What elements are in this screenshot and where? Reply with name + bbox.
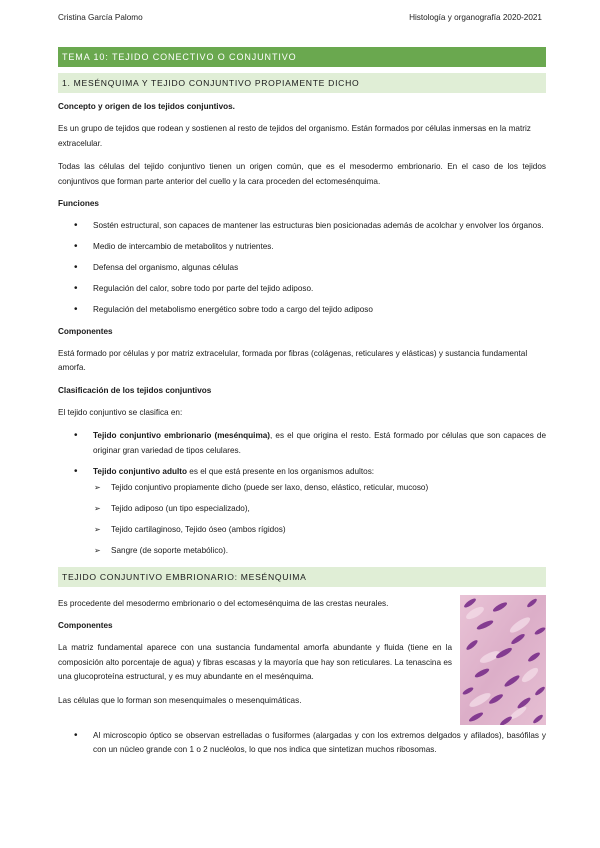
list-item: ➢ Tejido conjuntivo propiamente dicho (puede ser laxo, denso, elástico, reticular, mucoso) (93, 481, 546, 496)
bullet-icon: • (74, 465, 78, 477)
bullet-icon: • (74, 304, 78, 315)
bullet-icon: • (74, 729, 78, 741)
list-item: • Defensa del organismo, algunas células (74, 262, 239, 273)
arrow-icon: ➢ (94, 546, 101, 555)
bullet-icon: • (74, 430, 78, 441)
list-item: • Tejido conjuntivo adulto es el que está presente en los organismos adultos: ➢ Tejido conjuntivo propiamente dicho (puede ser laxo, denso, elástico, reticular, mucoso) ➢ Tejido adiposo (un tipo especializado), ➢ Tejido cartilaginoso, Tejido óseo (ambos rígidos) ➢ Sangre (de soporte metabólico). (58, 465, 546, 559)
bullet-icon: • (74, 283, 78, 294)
section1-title: 1. MESÉNQUIMA Y TEJIDO CONJUNTIVO PROPIAMENTE DICHO (58, 73, 546, 93)
bullet-icon: • (74, 241, 78, 252)
functions-heading: Funciones (58, 199, 99, 208)
list-item: ➢ Tejido cartilaginoso, Tejido óseo (ambos rígidos) (93, 523, 546, 538)
list-item: • Medio de intercambio de metabolitos y nutrientes. (74, 241, 274, 252)
components-heading: Componentes (58, 326, 113, 336)
adult-types-list (93, 481, 546, 559)
cell-features-list (58, 729, 546, 758)
adult-term: Tejido conjuntivo adulto (93, 466, 187, 476)
list-item: • Tejido conjuntivo embrionario (mesénquima), es el que origina el resto. Está formado por células que son capaces de originar gran variedad de tipos celulares. (74, 430, 547, 455)
header-course: Histología y organografía 2020-2021 (409, 13, 542, 22)
list-item: • Regulación del calor, sobre todo por parte del tejido adiposo. (74, 283, 314, 294)
bullet-icon: • (74, 220, 78, 231)
list-item: ➢ Tejido adiposo (un tipo especializado), (93, 502, 546, 517)
classification-intro: El tejido conjuntivo se clasifica en: (58, 407, 183, 417)
matrix-paragraph: La matriz fundamental aparece con una sustancia fundamental amorfa abundante y fluida (tiene en la composición alto porcentaje de agua) y fibras escasas y la mayoría que hay son reticulares. La tenascina es una glucoproteína estructural, y es muy abundante en el mesénquima. (58, 643, 452, 681)
section2-components-heading: Componentes (58, 621, 113, 630)
bullet-icon: • (74, 262, 78, 273)
section2-intro: Es procedente del mesodermo embrionario o del ectomesénquima de las crestas neurales. (58, 598, 389, 608)
page-content (58, 47, 546, 766)
header-author: Cristina García Palomo (58, 13, 143, 22)
list-item: • Al microscopio óptico se observan estrelladas o fusiformes (alargadas y con los extremos delgados y afilados), basófilas y con un núcleo grande con 1 o 2 nucléolos, lo que nos indica que sintetizan muchos ribosomas. (74, 729, 546, 754)
classification-heading: Clasificación de los tejidos conjuntivos (58, 385, 212, 395)
section2-body (58, 597, 546, 758)
arrow-icon: ➢ (94, 525, 101, 534)
concept-heading: Concepto y origen de los tejidos conjuntivos. (58, 102, 235, 111)
theme-title: TEMA 10: TEJIDO CONECTIVO O CONJUNTIVO (58, 47, 546, 67)
mesenchyme-micrograph (460, 595, 546, 725)
functions-list (58, 219, 546, 318)
components-paragraph: Está formado por células y por matriz extracelular, formada por fibras (colágenas, reticulares y elásticas) y sustancia fundamental amorfa. (58, 348, 528, 372)
list-item: • Regulación del metabolismo energético sobre todo a cargo del tejido adiposo (74, 304, 373, 315)
embryonic-term: Tejido conjuntivo embrionario (mesénquima) (93, 431, 271, 440)
classification-list (58, 429, 546, 559)
page-header (58, 13, 542, 22)
cells-paragraph: Las células que lo forman son mesenquimales o mesenquimáticas. (58, 695, 302, 705)
concept-paragraph-1: Es un grupo de tejidos que rodean y sostienen al resto de tejidos del organismo. Están formados por células inmersas en la matriz extracelular. (58, 124, 531, 148)
concept-paragraph-2: Todas las células del tejido conjuntivo tienen un origen común, que es el mesodermo embrionario. En el caso de los tejidos conjuntivos que forman parte anterior del cuello y la cara proceden del ectomesénquima. (58, 162, 546, 186)
list-item: • Sostén estructural, son capaces de mantener las estructuras bien posicionadas además de acolchar y envolver los órganos. (74, 220, 544, 231)
list-item: ➢ Sangre (de soporte metabólico). (93, 544, 546, 559)
section2-title: TEJIDO CONJUNTIVO EMBRIONARIO: MESÉNQUIMA (58, 567, 546, 587)
arrow-icon: ➢ (94, 504, 101, 513)
arrow-icon: ➢ (94, 483, 101, 492)
